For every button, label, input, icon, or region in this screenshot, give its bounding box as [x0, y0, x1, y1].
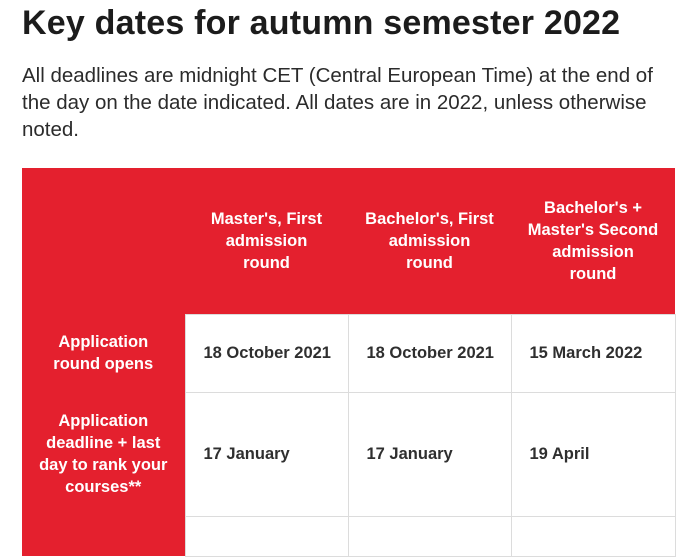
- table-header-row: [22, 168, 675, 314]
- table-cell: 15 March 2022: [511, 314, 675, 392]
- page-title: Key dates for autumn semester 2022: [22, 4, 621, 42]
- table-row: [22, 392, 675, 516]
- table-cell: [511, 516, 675, 556]
- row-label-next: [22, 516, 185, 556]
- table-cell: 17 January: [348, 392, 511, 516]
- table-cell: [348, 516, 511, 556]
- key-dates-table: [22, 168, 676, 557]
- column-header-masters-first-round: Master's, First admission round: [185, 168, 348, 314]
- row-label-application-deadline: Application deadline + last day to rank your courses**: [22, 392, 185, 516]
- header-corner-cell: [22, 168, 185, 314]
- table-cell: 18 October 2021: [348, 314, 511, 392]
- column-header-second-round: Bachelor's + Master's Second admission round: [511, 168, 675, 314]
- row-label-application-opens: Application round opens: [22, 314, 185, 392]
- table-row: [22, 314, 675, 392]
- intro-paragraph: All deadlines are midnight CET (Central European Time) at the end of the day on the date indicated. All dates are in 2022, unless otherwise noted.: [22, 64, 653, 141]
- table-cell: 19 April: [511, 392, 675, 516]
- table-cell: 17 January: [185, 392, 348, 516]
- table-cell: 18 October 2021: [185, 314, 348, 392]
- table-row: [22, 516, 675, 556]
- table-cell: [185, 516, 348, 556]
- column-header-bachelors-first-round: Bachelor's, First admission round: [348, 168, 511, 314]
